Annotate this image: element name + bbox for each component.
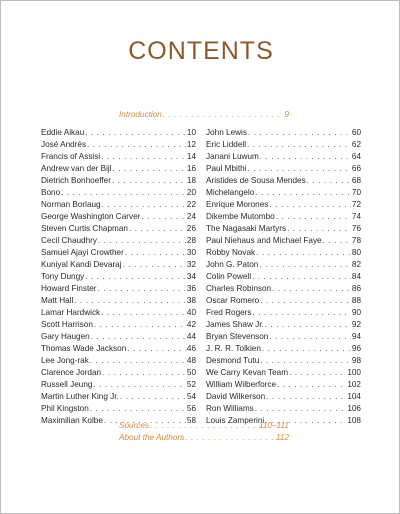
toc-leader-dots <box>248 163 351 175</box>
toc-leader-dots <box>120 391 186 403</box>
toc-entry <box>119 109 289 121</box>
toc-entry-page: 88 <box>351 296 361 305</box>
toc-entry <box>206 151 361 163</box>
page-title: CONTENTS <box>128 37 274 65</box>
toc-leader-dots <box>260 355 351 367</box>
toc-entry <box>206 259 361 271</box>
toc-entry-page: 92 <box>351 320 361 329</box>
toc-entry-label: Fred Rogers <box>206 308 252 317</box>
toc-entry-page: 70 <box>351 188 361 197</box>
toc-entry-page: 66 <box>351 164 361 173</box>
toc-entry-label: Paul Niehaus and Michael Faye <box>206 236 322 245</box>
toc-leader-dots <box>91 331 186 343</box>
toc-entry <box>41 331 196 343</box>
toc-leader-dots <box>129 223 186 235</box>
toc-leader-dots <box>252 271 351 283</box>
toc-entry-page: 14 <box>186 152 196 161</box>
toc-entry <box>206 343 361 355</box>
toc-entry <box>41 355 196 367</box>
toc-entry-label: Colin Powell <box>206 272 252 281</box>
toc-entry-page: 50 <box>186 368 196 377</box>
toc-entry-page: 12 <box>186 140 196 149</box>
toc-entry-page: 78 <box>351 236 361 245</box>
toc-entry-label: Tony Dungy <box>41 272 85 281</box>
toc-leader-dots <box>93 379 185 391</box>
toc-entry-label: Francis of Assisi <box>41 152 101 161</box>
toc-entry-page: 96 <box>351 344 361 353</box>
toc-entry <box>41 199 196 211</box>
toc-entry <box>41 379 196 391</box>
toc-entry <box>41 247 196 259</box>
toc-leader-dots <box>123 259 186 271</box>
toc-entry <box>206 223 361 235</box>
toc-leader-dots <box>112 175 186 187</box>
toc-leader-dots <box>265 319 351 331</box>
toc-entry-page: 100 <box>347 368 361 377</box>
toc-entry-label: Eddie Aikau <box>41 128 85 137</box>
toc-entry-label: Lamar Hardwick <box>41 308 101 317</box>
toc-entry-page: 38 <box>186 296 196 305</box>
toc-entry <box>41 307 196 319</box>
toc-entry-page: 9 <box>284 110 289 119</box>
toc-leader-dots <box>90 403 186 415</box>
toc-entry-label: Gary Haugen <box>41 332 90 341</box>
toc-leader-dots <box>163 109 284 121</box>
toc-entry-label: Norman Borlaug <box>41 200 101 209</box>
toc-entry <box>41 127 196 139</box>
toc-entry <box>206 211 361 223</box>
toc-leader-dots <box>74 295 186 307</box>
toc-entry-page: 22 <box>186 200 196 209</box>
toc-leader-dots <box>247 139 351 151</box>
toc-entry-page: 74 <box>351 212 361 221</box>
toc-entry-label: Russell Jeung <box>41 380 93 389</box>
toc-entry-page: 82 <box>351 260 361 269</box>
toc-entry <box>206 235 361 247</box>
toc-leader-dots <box>150 420 258 432</box>
toc-entry <box>41 403 196 415</box>
toc-entry-label: Martin Luther King Jr. <box>41 392 119 401</box>
toc-leader-dots <box>125 247 186 259</box>
toc-leader-dots <box>98 235 186 247</box>
toc-entry <box>41 211 196 223</box>
toc-leader-dots <box>307 175 351 187</box>
toc-entry <box>41 319 196 331</box>
toc-leader-dots <box>287 223 351 235</box>
toc-entry <box>206 139 361 151</box>
toc-entry-label: Kuniyal Kandi Devaraj <box>41 260 122 269</box>
toc-entry-page: 102 <box>347 380 361 389</box>
toc-right-column <box>206 127 361 427</box>
toc-entry-label: Andrew van der Bijl <box>41 164 112 173</box>
toc-entry-label: Desmond Tutu <box>206 356 260 365</box>
toc-entry <box>206 403 361 415</box>
toc-entry-label: Enrique Morones <box>206 200 269 209</box>
toc-entry <box>206 355 361 367</box>
toc-entry <box>41 391 196 403</box>
toc-entry-label: Janani Luwum <box>206 152 259 161</box>
toc-entry-page: 20 <box>186 188 196 197</box>
toc-entry <box>206 163 361 175</box>
toc-entry-page: 108 <box>347 416 361 425</box>
toc-left-column <box>41 127 196 427</box>
toc-leader-dots <box>255 187 351 199</box>
toc-leader-dots <box>266 391 346 403</box>
toc-entry-label: Dikembe Mutombo <box>206 212 275 221</box>
toc-entry <box>41 187 196 199</box>
toc-entry-page: 104 <box>347 392 361 401</box>
toc-entry-label: We Carry Kevan Team <box>206 368 289 377</box>
toc-entry-page: 54 <box>186 392 196 401</box>
toc-entry <box>206 187 361 199</box>
toc-entry-page: 34 <box>186 272 196 281</box>
toc-entry-page: 48 <box>186 356 196 365</box>
toc-entry-page: 30 <box>186 248 196 257</box>
toc-entry-page: 28 <box>186 236 196 245</box>
toc-back-matter <box>119 420 289 444</box>
toc-entry <box>206 127 361 139</box>
toc-entry-page: 46 <box>186 344 196 353</box>
toc-entry-page: 56 <box>186 404 196 413</box>
toc-leader-dots <box>260 295 351 307</box>
toc-entry-label: Eric Liddell <box>206 140 247 149</box>
toc-entry-page: 24 <box>186 212 196 221</box>
toc-entry <box>206 379 361 391</box>
toc-entry-label: Scott Harrison <box>41 320 93 329</box>
toc-leader-dots <box>277 379 346 391</box>
toc-leader-dots <box>255 403 347 415</box>
toc-entry-label: John Lewis <box>206 128 247 137</box>
toc-entry <box>206 295 361 307</box>
toc-entry <box>41 271 196 283</box>
toc-entry-page: 98 <box>351 356 361 365</box>
toc-entry-label: Phil Kingston <box>41 404 89 413</box>
toc-entry <box>41 163 196 175</box>
toc-leader-dots <box>272 283 351 295</box>
toc-leader-dots <box>113 163 186 175</box>
toc-entry-label: Samuel Ajayi Crowther <box>41 248 124 257</box>
toc-entry-label: Louis Zamperini <box>206 416 265 425</box>
toc-entry-page: 16 <box>186 164 196 173</box>
toc-leader-dots <box>141 211 186 223</box>
toc-entry <box>206 271 361 283</box>
toc-entry-page: 68 <box>351 176 361 185</box>
toc-entry <box>41 343 196 355</box>
toc-entry-label: The Nagasaki Martyrs <box>206 224 287 233</box>
toc-entry-label: Bryan Stevenson <box>206 332 269 341</box>
toc-entry-page: 26 <box>186 224 196 233</box>
toc-leader-dots <box>323 235 351 247</box>
toc-entry-page: 112 <box>275 433 289 442</box>
toc-leader-dots <box>102 199 186 211</box>
toc-entry-page: 58 <box>186 416 196 425</box>
toc-leader-dots <box>185 432 275 444</box>
toc-entry-label: George Washington Carver <box>41 212 141 221</box>
toc-entry-page: 40 <box>186 308 196 317</box>
toc-entry-page: 64 <box>351 152 361 161</box>
toc-entry-page: 84 <box>351 272 361 281</box>
toc-entry-label: John G. Paton <box>206 260 259 269</box>
toc-leader-dots <box>61 187 186 199</box>
toc-entry-label: William Wilberforce <box>206 380 277 389</box>
toc-leader-dots <box>259 259 351 271</box>
toc-leader-dots <box>253 307 351 319</box>
toc-leader-dots <box>85 127 186 139</box>
toc-entry-label: Matt Hall <box>41 296 74 305</box>
toc-entry-label: Steven Curtis Chapman <box>41 224 128 233</box>
toc-entry-label: Lee Jong-rak <box>41 356 89 365</box>
toc-entry-page: 110–111 <box>258 421 289 430</box>
toc-entry-page: 90 <box>351 308 361 317</box>
toc-entry-label: Introduction <box>119 110 162 119</box>
toc-leader-dots <box>98 283 186 295</box>
toc-entry-label: James Shaw Jr. <box>206 320 264 329</box>
toc-entry-page: 32 <box>186 260 196 269</box>
toc-leader-dots <box>260 151 351 163</box>
toc-entry <box>41 235 196 247</box>
toc-entry <box>206 175 361 187</box>
toc-entry <box>119 432 289 444</box>
toc-entry-label: Thomas Wade Jackson <box>41 344 127 353</box>
toc-entry-label: David Wilkerson <box>206 392 266 401</box>
toc-entry-label: Paul Mbithi <box>206 164 247 173</box>
toc-entry <box>206 199 361 211</box>
toc-entry <box>41 139 196 151</box>
toc-entry <box>206 367 361 379</box>
toc-entry <box>41 367 196 379</box>
toc-entry <box>206 319 361 331</box>
toc-entry <box>206 283 361 295</box>
toc-entry <box>41 175 196 187</box>
toc-entry <box>206 307 361 319</box>
toc-entry-label: Robby Novak <box>206 248 256 257</box>
toc-entry-label: Oscar Romero <box>206 296 260 305</box>
toc-entry-page: 52 <box>186 380 196 389</box>
toc-entry-label: Aristides de Sousa Mendes <box>206 176 306 185</box>
toc-entry-label: Cecil Chaudhry <box>41 236 97 245</box>
toc-leader-dots <box>127 343 186 355</box>
toc-leader-dots <box>289 367 346 379</box>
toc-entry <box>41 259 196 271</box>
toc-leader-dots <box>94 319 186 331</box>
toc-entry-page: 10 <box>186 128 196 137</box>
toc-leader-dots <box>101 307 186 319</box>
toc-entry <box>41 151 196 163</box>
toc-entry-label: Ron Williams <box>206 404 254 413</box>
toc-entry-label: José Andrés <box>41 140 87 149</box>
toc-entry-label: Howard Finster <box>41 284 97 293</box>
toc-leader-dots <box>90 355 186 367</box>
toc-leader-dots <box>102 367 186 379</box>
toc-leader-dots <box>256 247 351 259</box>
toc-leader-dots <box>269 199 351 211</box>
toc-introduction <box>119 109 289 121</box>
toc-entry-page: 36 <box>186 284 196 293</box>
toc-entry-page: 42 <box>186 320 196 329</box>
toc-entry <box>41 283 196 295</box>
toc-entry-page: 62 <box>351 140 361 149</box>
toc-leader-dots <box>262 343 351 355</box>
toc-entry <box>41 223 196 235</box>
toc-entry <box>119 420 289 432</box>
toc-entry-label: Bono <box>41 188 61 197</box>
toc-entry-label: J. R. R. Tolkien <box>206 344 261 353</box>
toc-entry <box>206 247 361 259</box>
toc-entry-page: 80 <box>351 248 361 257</box>
toc-entry-page: 106 <box>347 404 361 413</box>
toc-entry-label: Sources <box>119 421 150 430</box>
toc-leader-dots <box>85 271 186 283</box>
toc-leader-dots <box>87 139 186 151</box>
toc-entry-label: Maximilian Kolbe <box>41 416 103 425</box>
toc-entry-label: Clarence Jordan <box>41 368 102 377</box>
toc-entry-page: 72 <box>351 200 361 209</box>
toc-leader-dots <box>101 151 186 163</box>
toc-entry-label: Charles Robinson <box>206 284 272 293</box>
toc-entry-page: 94 <box>351 332 361 341</box>
toc-entry <box>206 391 361 403</box>
toc-entry-page: 86 <box>351 284 361 293</box>
toc-leader-dots <box>276 211 351 223</box>
toc-entry-label: About the Authors <box>119 433 185 442</box>
toc-entry <box>206 331 361 343</box>
toc-entry-label: Michelangelo <box>206 188 255 197</box>
toc-entry-label: Dietrich Bonhoeffer <box>41 176 111 185</box>
toc-entry-page: 76 <box>351 224 361 233</box>
toc-entry-page: 60 <box>351 128 361 137</box>
toc-leader-dots <box>248 127 351 139</box>
toc-entry-page: 18 <box>186 176 196 185</box>
toc-entry <box>41 295 196 307</box>
toc-leader-dots <box>269 331 351 343</box>
toc-entry-page: 44 <box>186 332 196 341</box>
